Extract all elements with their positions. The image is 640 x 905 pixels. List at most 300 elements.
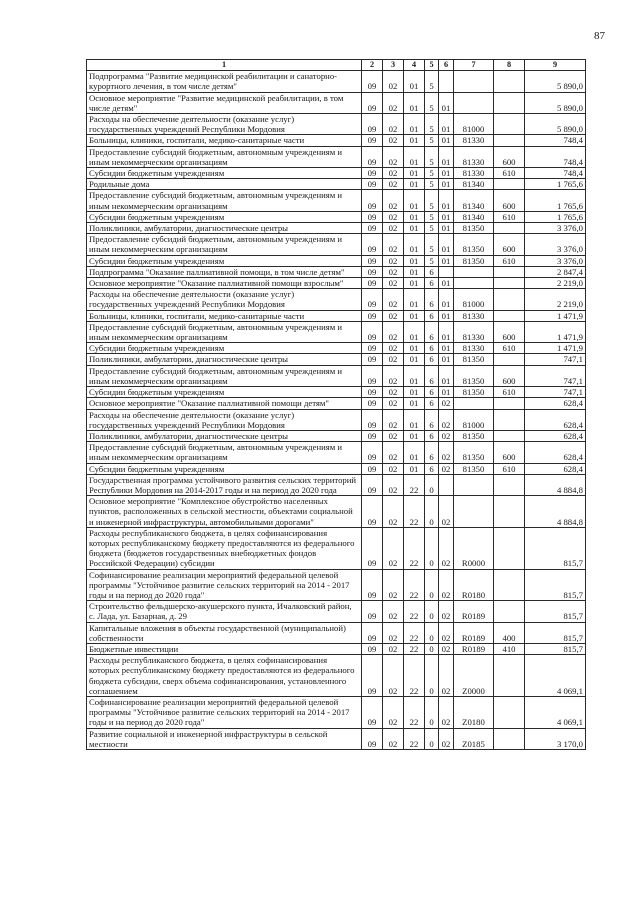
code-target-cell: 81330 bbox=[454, 343, 494, 354]
code-expense-type-cell: 400 bbox=[494, 622, 525, 643]
table-row bbox=[87, 135, 586, 146]
code-gr-cell: 09 bbox=[362, 655, 383, 697]
item-name-cell: Основное мероприятие "Оказание паллиативной помощи детям" bbox=[87, 398, 362, 409]
code-subprogram-cell: 0 bbox=[425, 696, 439, 728]
column-header: 2 bbox=[362, 60, 383, 71]
amount-cell: 3 376,0 bbox=[525, 223, 586, 234]
code-rz-cell: 02 bbox=[383, 223, 404, 234]
code-expense-type-cell: 610 bbox=[494, 255, 525, 266]
code-target-cell: R0189 bbox=[454, 643, 494, 654]
amount-cell: 748,4 bbox=[525, 135, 586, 146]
code-target-cell bbox=[454, 278, 494, 289]
code-subprogram-cell: 5 bbox=[425, 211, 439, 222]
amount-cell: 3 376,0 bbox=[525, 234, 586, 255]
amount-cell: 747,1 bbox=[525, 354, 586, 365]
column-header: 3 bbox=[383, 60, 404, 71]
code-rz-cell: 02 bbox=[383, 569, 404, 601]
code-expense-type-cell bbox=[494, 223, 525, 234]
code-target-cell bbox=[454, 92, 494, 113]
code-gr-cell: 09 bbox=[362, 211, 383, 222]
code-subprogram-cell: 6 bbox=[425, 365, 439, 386]
code-program-cell: 22 bbox=[404, 622, 425, 643]
item-name-cell: Родильные дома bbox=[87, 179, 362, 190]
code-expense-type-cell bbox=[494, 601, 525, 622]
item-name-cell: Расходы на обеспечение деятельности (оказание услуг) государственных учреждений Республики Мордовия bbox=[87, 289, 362, 310]
code-target-cell: 81350 bbox=[454, 223, 494, 234]
code-program-cell: 01 bbox=[404, 321, 425, 342]
item-name-cell: Строительство фельдшерско-акушерского пункта, Ичалковский район, с. Лада, ул. Базарная, д. 29 bbox=[87, 601, 362, 622]
item-name-cell: Субсидии бюджетным учреждениям bbox=[87, 211, 362, 222]
item-name-cell: Подпрограмма "Развитие медицинской реабилитации и санаторно-курортного лечения, в том числе детям" bbox=[87, 71, 362, 92]
amount-cell: 815,7 bbox=[525, 527, 586, 569]
code-measure-cell: 02 bbox=[439, 655, 454, 697]
code-program-cell: 01 bbox=[404, 234, 425, 255]
code-subprogram-cell: 6 bbox=[425, 398, 439, 409]
code-measure-cell: 02 bbox=[439, 527, 454, 569]
code-expense-type-cell bbox=[494, 71, 525, 92]
code-program-cell: 01 bbox=[404, 71, 425, 92]
code-measure-cell: 01 bbox=[439, 278, 454, 289]
code-target-cell: 81350 bbox=[454, 255, 494, 266]
code-target-cell: 81000 bbox=[454, 409, 494, 430]
code-subprogram-cell: 5 bbox=[425, 223, 439, 234]
code-gr-cell: 09 bbox=[362, 179, 383, 190]
amount-cell: 3 376,0 bbox=[525, 255, 586, 266]
code-measure-cell: 02 bbox=[439, 622, 454, 643]
code-gr-cell: 09 bbox=[362, 474, 383, 495]
code-target-cell: 81350 bbox=[454, 387, 494, 398]
code-measure-cell: 02 bbox=[439, 601, 454, 622]
code-subprogram-cell: 0 bbox=[425, 655, 439, 697]
code-measure-cell: 01 bbox=[439, 387, 454, 398]
code-target-cell: 81330 bbox=[454, 135, 494, 146]
code-measure-cell: 01 bbox=[439, 190, 454, 211]
code-target-cell: 81350 bbox=[454, 354, 494, 365]
code-target-cell: Z0185 bbox=[454, 728, 494, 749]
code-rz-cell: 02 bbox=[383, 622, 404, 643]
code-subprogram-cell: 6 bbox=[425, 321, 439, 342]
code-expense-type-cell bbox=[494, 179, 525, 190]
code-gr-cell: 09 bbox=[362, 343, 383, 354]
code-program-cell: 01 bbox=[404, 255, 425, 266]
code-subprogram-cell: 6 bbox=[425, 289, 439, 310]
code-rz-cell: 02 bbox=[383, 190, 404, 211]
item-name-cell: Расходы республиканского бюджета, в целях софинансирования которых республиканскому бюджету предоставляются из федерального бюджета (бюджетов государственных внебюджетных фондов Российской Федерации) субсидии bbox=[87, 527, 362, 569]
code-rz-cell: 02 bbox=[383, 168, 404, 179]
code-gr-cell: 09 bbox=[362, 266, 383, 277]
item-name-cell: Предоставление субсидий бюджетным, автономным учреждениям и иным некоммерческим организациям bbox=[87, 321, 362, 342]
code-expense-type-cell: 600 bbox=[494, 190, 525, 211]
code-measure-cell: 02 bbox=[439, 442, 454, 463]
code-expense-type-cell bbox=[494, 569, 525, 601]
table-row bbox=[87, 310, 586, 321]
code-rz-cell: 02 bbox=[383, 527, 404, 569]
code-target-cell: 81340 bbox=[454, 179, 494, 190]
code-program-cell: 22 bbox=[404, 569, 425, 601]
table-row bbox=[87, 398, 586, 409]
code-subprogram-cell: 6 bbox=[425, 442, 439, 463]
code-rz-cell: 02 bbox=[383, 409, 404, 430]
code-subprogram-cell: 6 bbox=[425, 310, 439, 321]
code-expense-type-cell bbox=[494, 310, 525, 321]
item-name-cell: Больницы, клиники, госпитали, медико-санитарные части bbox=[87, 310, 362, 321]
item-name-cell: Государственная программа устойчивого развития сельских территорий Республики Мордовия на 2014-2017 годы и на период до 2020 года bbox=[87, 474, 362, 495]
code-rz-cell: 02 bbox=[383, 601, 404, 622]
table-row bbox=[87, 289, 586, 310]
code-expense-type-cell bbox=[494, 398, 525, 409]
code-program-cell: 01 bbox=[404, 135, 425, 146]
code-rz-cell: 02 bbox=[383, 179, 404, 190]
amount-cell: 1 765,6 bbox=[525, 190, 586, 211]
table-row bbox=[87, 211, 586, 222]
column-header: 7 bbox=[454, 60, 494, 71]
code-subprogram-cell: 0 bbox=[425, 527, 439, 569]
amount-cell: 628,4 bbox=[525, 442, 586, 463]
code-subprogram-cell: 6 bbox=[425, 430, 439, 441]
code-gr-cell: 09 bbox=[362, 190, 383, 211]
code-rz-cell: 02 bbox=[383, 463, 404, 474]
code-subprogram-cell: 6 bbox=[425, 278, 439, 289]
code-expense-type-cell bbox=[494, 496, 525, 528]
table-row bbox=[87, 354, 586, 365]
code-program-cell: 22 bbox=[404, 728, 425, 749]
code-measure-cell: 01 bbox=[439, 179, 454, 190]
code-gr-cell: 09 bbox=[362, 569, 383, 601]
table-row bbox=[87, 655, 586, 697]
code-measure-cell: 02 bbox=[439, 430, 454, 441]
amount-cell: 815,7 bbox=[525, 601, 586, 622]
code-program-cell: 01 bbox=[404, 146, 425, 167]
code-subprogram-cell: 5 bbox=[425, 92, 439, 113]
code-program-cell: 22 bbox=[404, 643, 425, 654]
item-name-cell: Поликлиники, амбулатории, диагностические центры bbox=[87, 430, 362, 441]
code-gr-cell: 09 bbox=[362, 496, 383, 528]
code-expense-type-cell: 600 bbox=[494, 234, 525, 255]
code-target-cell: 81330 bbox=[454, 321, 494, 342]
code-rz-cell: 02 bbox=[383, 496, 404, 528]
code-subprogram-cell: 0 bbox=[425, 569, 439, 601]
code-expense-type-cell: 610 bbox=[494, 387, 525, 398]
table-row bbox=[87, 442, 586, 463]
code-rz-cell: 02 bbox=[383, 643, 404, 654]
code-subprogram-cell: 6 bbox=[425, 343, 439, 354]
table-row bbox=[87, 343, 586, 354]
code-expense-type-cell: 410 bbox=[494, 643, 525, 654]
code-expense-type-cell bbox=[494, 696, 525, 728]
table-row bbox=[87, 223, 586, 234]
code-target-cell: 81350 bbox=[454, 365, 494, 386]
code-program-cell: 22 bbox=[404, 527, 425, 569]
code-target-cell: R0000 bbox=[454, 527, 494, 569]
code-subprogram-cell: 0 bbox=[425, 643, 439, 654]
code-gr-cell: 09 bbox=[362, 321, 383, 342]
code-subprogram-cell: 0 bbox=[425, 496, 439, 528]
amount-cell: 2 219,0 bbox=[525, 289, 586, 310]
code-subprogram-cell: 5 bbox=[425, 179, 439, 190]
code-expense-type-cell: 610 bbox=[494, 168, 525, 179]
code-rz-cell: 02 bbox=[383, 387, 404, 398]
code-subprogram-cell: 6 bbox=[425, 354, 439, 365]
code-target-cell bbox=[454, 474, 494, 495]
code-target-cell: 81350 bbox=[454, 234, 494, 255]
code-gr-cell: 09 bbox=[362, 223, 383, 234]
column-header: 1 bbox=[87, 60, 362, 71]
amount-cell: 1 765,6 bbox=[525, 211, 586, 222]
item-name-cell: Предоставление субсидий бюджетным, автономным учреждениям и иным некоммерческим организациям bbox=[87, 365, 362, 386]
code-program-cell: 22 bbox=[404, 655, 425, 697]
column-header: 4 bbox=[404, 60, 425, 71]
table-row bbox=[87, 114, 586, 135]
code-subprogram-cell: 5 bbox=[425, 255, 439, 266]
code-gr-cell: 09 bbox=[362, 430, 383, 441]
item-name-cell: Предоставление субсидий бюджетным, автономным учреждениям и иным некоммерческим организациям bbox=[87, 190, 362, 211]
budget-table bbox=[86, 59, 586, 750]
amount-cell: 815,7 bbox=[525, 643, 586, 654]
code-rz-cell: 02 bbox=[383, 289, 404, 310]
code-gr-cell: 09 bbox=[362, 463, 383, 474]
code-target-cell bbox=[454, 496, 494, 528]
code-expense-type-cell: 600 bbox=[494, 365, 525, 386]
code-program-cell: 01 bbox=[404, 92, 425, 113]
code-subprogram-cell: 5 bbox=[425, 190, 439, 211]
code-target-cell bbox=[454, 71, 494, 92]
amount-cell: 747,1 bbox=[525, 387, 586, 398]
code-target-cell: R0180 bbox=[454, 569, 494, 601]
table-row bbox=[87, 146, 586, 167]
code-gr-cell: 09 bbox=[362, 643, 383, 654]
table-row bbox=[87, 430, 586, 441]
code-program-cell: 01 bbox=[404, 398, 425, 409]
item-name-cell: Основное мероприятие "Комплексное обустройство населенных пунктов, расположенных в сельской местности, объектами социальной и инженерной инфраструктуры, автомобильными дорогами" bbox=[87, 496, 362, 528]
column-header: 5 bbox=[425, 60, 439, 71]
code-gr-cell: 09 bbox=[362, 601, 383, 622]
code-rz-cell: 02 bbox=[383, 234, 404, 255]
item-name-cell: Больницы, клиники, госпитали, медико-санитарные части bbox=[87, 135, 362, 146]
code-rz-cell: 02 bbox=[383, 71, 404, 92]
code-target-cell bbox=[454, 266, 494, 277]
code-expense-type-cell bbox=[494, 409, 525, 430]
item-name-cell: Расходы республиканского бюджета, в целях софинансирования которых республиканскому бюджету предоставляются из федерального бюджета субсидии, сверх объема софинансирования, установленного соглашением bbox=[87, 655, 362, 697]
table-row bbox=[87, 728, 586, 749]
amount-cell: 815,7 bbox=[525, 622, 586, 643]
code-subprogram-cell: 6 bbox=[425, 409, 439, 430]
code-rz-cell: 02 bbox=[383, 365, 404, 386]
table-row bbox=[87, 234, 586, 255]
item-name-cell: Капитальные вложения в объекты государственной (муниципальной) собственности bbox=[87, 622, 362, 643]
code-program-cell: 01 bbox=[404, 409, 425, 430]
code-measure-cell: 02 bbox=[439, 569, 454, 601]
code-program-cell: 01 bbox=[404, 343, 425, 354]
table-row bbox=[87, 622, 586, 643]
code-expense-type-cell bbox=[494, 354, 525, 365]
code-target-cell: 81330 bbox=[454, 146, 494, 167]
code-rz-cell: 02 bbox=[383, 266, 404, 277]
code-measure-cell bbox=[439, 71, 454, 92]
amount-cell: 3 170,0 bbox=[525, 728, 586, 749]
code-measure-cell bbox=[439, 474, 454, 495]
code-measure-cell: 02 bbox=[439, 409, 454, 430]
code-program-cell: 22 bbox=[404, 496, 425, 528]
item-name-cell: Бюджетные инвестиции bbox=[87, 643, 362, 654]
code-expense-type-cell bbox=[494, 278, 525, 289]
code-program-cell: 01 bbox=[404, 463, 425, 474]
code-gr-cell: 09 bbox=[362, 622, 383, 643]
code-measure-cell bbox=[439, 266, 454, 277]
table-body bbox=[87, 71, 586, 750]
amount-cell: 628,4 bbox=[525, 430, 586, 441]
item-name-cell: Субсидии бюджетным учреждениям bbox=[87, 387, 362, 398]
code-measure-cell: 01 bbox=[439, 289, 454, 310]
code-target-cell: Z0180 bbox=[454, 696, 494, 728]
code-measure-cell: 02 bbox=[439, 496, 454, 528]
code-gr-cell: 09 bbox=[362, 398, 383, 409]
table-row bbox=[87, 643, 586, 654]
code-subprogram-cell: 5 bbox=[425, 168, 439, 179]
code-measure-cell: 02 bbox=[439, 398, 454, 409]
code-measure-cell: 01 bbox=[439, 211, 454, 222]
code-target-cell: 81340 bbox=[454, 211, 494, 222]
code-gr-cell: 09 bbox=[362, 527, 383, 569]
code-expense-type-cell bbox=[494, 289, 525, 310]
amount-cell: 5 890,0 bbox=[525, 71, 586, 92]
code-rz-cell: 02 bbox=[383, 696, 404, 728]
code-gr-cell: 09 bbox=[362, 135, 383, 146]
column-header: 9 bbox=[525, 60, 586, 71]
code-subprogram-cell: 6 bbox=[425, 387, 439, 398]
code-rz-cell: 02 bbox=[383, 92, 404, 113]
code-expense-type-cell: 610 bbox=[494, 211, 525, 222]
code-target-cell: 81340 bbox=[454, 190, 494, 211]
amount-cell: 2 847,4 bbox=[525, 266, 586, 277]
table-row bbox=[87, 409, 586, 430]
code-expense-type-cell: 600 bbox=[494, 321, 525, 342]
code-expense-type-cell bbox=[494, 92, 525, 113]
table-row bbox=[87, 463, 586, 474]
code-subprogram-cell: 5 bbox=[425, 114, 439, 135]
code-rz-cell: 02 bbox=[383, 398, 404, 409]
code-measure-cell: 01 bbox=[439, 168, 454, 179]
code-gr-cell: 09 bbox=[362, 114, 383, 135]
table-row bbox=[87, 387, 586, 398]
code-rz-cell: 02 bbox=[383, 255, 404, 266]
code-rz-cell: 02 bbox=[383, 211, 404, 222]
code-rz-cell: 02 bbox=[383, 474, 404, 495]
code-program-cell: 01 bbox=[404, 266, 425, 277]
table-row bbox=[87, 696, 586, 728]
code-target-cell: 81330 bbox=[454, 168, 494, 179]
amount-cell: 1 471,9 bbox=[525, 310, 586, 321]
amount-cell: 815,7 bbox=[525, 569, 586, 601]
code-subprogram-cell: 0 bbox=[425, 622, 439, 643]
amount-cell: 5 890,0 bbox=[525, 114, 586, 135]
code-expense-type-cell bbox=[494, 266, 525, 277]
item-name-cell: Основное мероприятие "Развитие медицинской реабилитации, в том числе детям" bbox=[87, 92, 362, 113]
code-program-cell: 01 bbox=[404, 168, 425, 179]
code-rz-cell: 02 bbox=[383, 114, 404, 135]
table-row bbox=[87, 365, 586, 386]
item-name-cell: Субсидии бюджетным учреждениям bbox=[87, 343, 362, 354]
item-name-cell: Софинансирование реализации мероприятий федеральной целевой программы "Устойчивое развитие сельских территорий на 2014 - 2017 годы и на период до 2020 года" bbox=[87, 569, 362, 601]
table-row bbox=[87, 569, 586, 601]
code-expense-type-cell: 610 bbox=[494, 463, 525, 474]
code-measure-cell: 01 bbox=[439, 92, 454, 113]
page-number: 87 bbox=[594, 30, 605, 42]
item-name-cell: Предоставление субсидий бюджетным, автономным учреждениям и иным некоммерческим организациям bbox=[87, 234, 362, 255]
code-program-cell: 22 bbox=[404, 474, 425, 495]
code-target-cell: 81350 bbox=[454, 463, 494, 474]
item-name-cell: Поликлиники, амбулатории, диагностические центры bbox=[87, 223, 362, 234]
code-program-cell: 01 bbox=[404, 223, 425, 234]
code-gr-cell: 09 bbox=[362, 278, 383, 289]
code-measure-cell: 01 bbox=[439, 114, 454, 135]
code-gr-cell: 09 bbox=[362, 289, 383, 310]
table-row bbox=[87, 92, 586, 113]
code-expense-type-cell: 600 bbox=[494, 146, 525, 167]
code-rz-cell: 02 bbox=[383, 146, 404, 167]
code-measure-cell: 02 bbox=[439, 696, 454, 728]
table-row bbox=[87, 601, 586, 622]
code-expense-type-cell bbox=[494, 430, 525, 441]
code-target-cell: 81330 bbox=[454, 310, 494, 321]
code-target-cell: 81000 bbox=[454, 289, 494, 310]
code-program-cell: 01 bbox=[404, 430, 425, 441]
code-expense-type-cell: 600 bbox=[494, 442, 525, 463]
item-name-cell: Расходы на обеспечение деятельности (оказание услуг) государственных учреждений Республики Мордовия bbox=[87, 409, 362, 430]
code-measure-cell: 02 bbox=[439, 728, 454, 749]
table-row bbox=[87, 266, 586, 277]
amount-cell: 628,4 bbox=[525, 398, 586, 409]
code-subprogram-cell: 0 bbox=[425, 474, 439, 495]
code-gr-cell: 09 bbox=[362, 354, 383, 365]
code-subprogram-cell: 6 bbox=[425, 463, 439, 474]
item-name-cell: Развитие социальной и инженерной инфраструктуры в сельской местности bbox=[87, 728, 362, 749]
code-target-cell: R0189 bbox=[454, 622, 494, 643]
code-program-cell: 01 bbox=[404, 387, 425, 398]
code-gr-cell: 09 bbox=[362, 696, 383, 728]
code-measure-cell: 02 bbox=[439, 643, 454, 654]
item-name-cell: Субсидии бюджетным учреждениям bbox=[87, 168, 362, 179]
amount-cell: 1 765,6 bbox=[525, 179, 586, 190]
code-rz-cell: 02 bbox=[383, 135, 404, 146]
table-row bbox=[87, 321, 586, 342]
code-measure-cell: 01 bbox=[439, 354, 454, 365]
item-name-cell: Предоставление субсидий бюджетным, автономным учреждениям и иным некоммерческим организациям bbox=[87, 146, 362, 167]
code-program-cell: 01 bbox=[404, 179, 425, 190]
code-target-cell bbox=[454, 398, 494, 409]
code-subprogram-cell: 5 bbox=[425, 146, 439, 167]
code-subprogram-cell: 5 bbox=[425, 135, 439, 146]
item-name-cell: Субсидии бюджетным учреждениям bbox=[87, 463, 362, 474]
amount-cell: 4 884,8 bbox=[525, 474, 586, 495]
code-program-cell: 01 bbox=[404, 310, 425, 321]
code-measure-cell: 01 bbox=[439, 146, 454, 167]
code-measure-cell: 01 bbox=[439, 255, 454, 266]
amount-cell: 5 890,0 bbox=[525, 92, 586, 113]
code-expense-type-cell bbox=[494, 474, 525, 495]
code-measure-cell: 01 bbox=[439, 135, 454, 146]
table-row bbox=[87, 474, 586, 495]
table-row bbox=[87, 190, 586, 211]
code-program-cell: 01 bbox=[404, 190, 425, 211]
code-program-cell: 01 bbox=[404, 354, 425, 365]
code-gr-cell: 09 bbox=[362, 365, 383, 386]
code-rz-cell: 02 bbox=[383, 278, 404, 289]
code-gr-cell: 09 bbox=[362, 255, 383, 266]
code-measure-cell: 01 bbox=[439, 365, 454, 386]
code-rz-cell: 02 bbox=[383, 354, 404, 365]
amount-cell: 1 471,9 bbox=[525, 343, 586, 354]
item-name-cell: Софинансирование реализации мероприятий федеральной целевой программы "Устойчивое развитие сельских территорий на 2014 - 2017 годы и на период до 2020 года" bbox=[87, 696, 362, 728]
